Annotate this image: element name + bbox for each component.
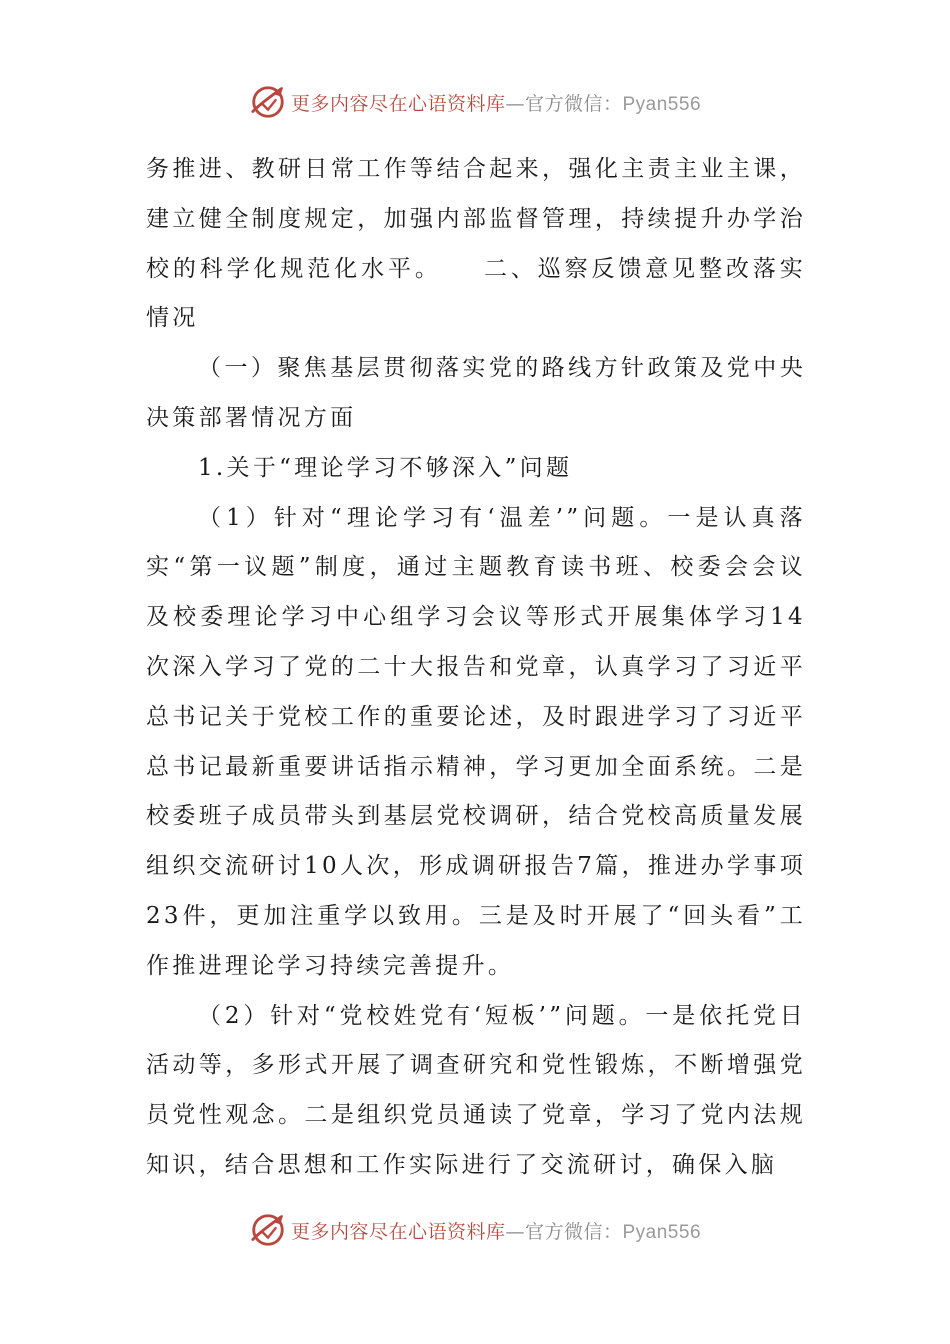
banner-dash: — bbox=[505, 92, 525, 115]
footer-banner-wechat-label: 官方微信： bbox=[524, 1220, 623, 1243]
footer-banner-wechat-id: Pyan556 bbox=[622, 1221, 702, 1243]
paragraph-1: 务推进、教研日常工作等结合起来，强化主责主业主课，建立健全制度规定，加强内部监督管理，持续提升办学治校的科学化规范化水平。 二、巡察反馈意见整改落实情况 bbox=[146, 156, 806, 332]
footer-banner-dash: — bbox=[505, 1220, 525, 1243]
banner-main-text: 更多内容尽在心语资料库 bbox=[290, 92, 506, 115]
banner-text bbox=[291, 89, 701, 116]
banner-wechat-id: Pyan556 bbox=[622, 93, 702, 115]
quill-logo-icon bbox=[249, 83, 287, 121]
footer-banner-main-text: 更多内容尽在心语资料库 bbox=[290, 1220, 506, 1243]
paragraph-3-heading: 1.关于“理论学习不够深入”问题 bbox=[198, 454, 573, 481]
paragraph-5: （2）针对“党校姓党有‘短板’”问题。一是依托党日活动等，多形式开展了调查研究和党性锻炼，不断增强党员党性观念。二是组织党员通读了党章，学习了党内法规知识，结合思想和工作实际进行了交流研讨，确保入脑 bbox=[146, 1002, 806, 1178]
paragraph-2: （一）聚焦基层贯彻落实党的路线方针政策及党中央决策部署情况方面 bbox=[146, 355, 806, 431]
banner-wechat-label: 官方微信： bbox=[524, 92, 623, 115]
document-body bbox=[146, 145, 806, 1191]
footer-banner-text bbox=[291, 1217, 701, 1244]
quill-logo-icon bbox=[249, 1211, 287, 1249]
footer-banner bbox=[0, 1208, 950, 1252]
header-banner bbox=[0, 80, 950, 124]
paragraph-4: （1）针对“理论学习有‘温差’”问题。一是认真落实“第一议题”制度，通过主题教育读书班、校委会会议及校委理论学习中心组学习会议等形式开展集体学习14次深入学习了党的二十大报告和党章，认真学习了习近平总书记关于党校工作的重要论述，及时跟进学习了习近平总书记最新重要讲话指示精神，学习更加全面系统。二是校委班子成员带头到基层党校调研，结合党校高质量发展组织交流研讨10人次，形成调研报告7篇，推进办学事项23件，更加注重学以致用。三是及时开展了“回头看”工作推进理论学习持续完善提升。 bbox=[146, 504, 806, 979]
